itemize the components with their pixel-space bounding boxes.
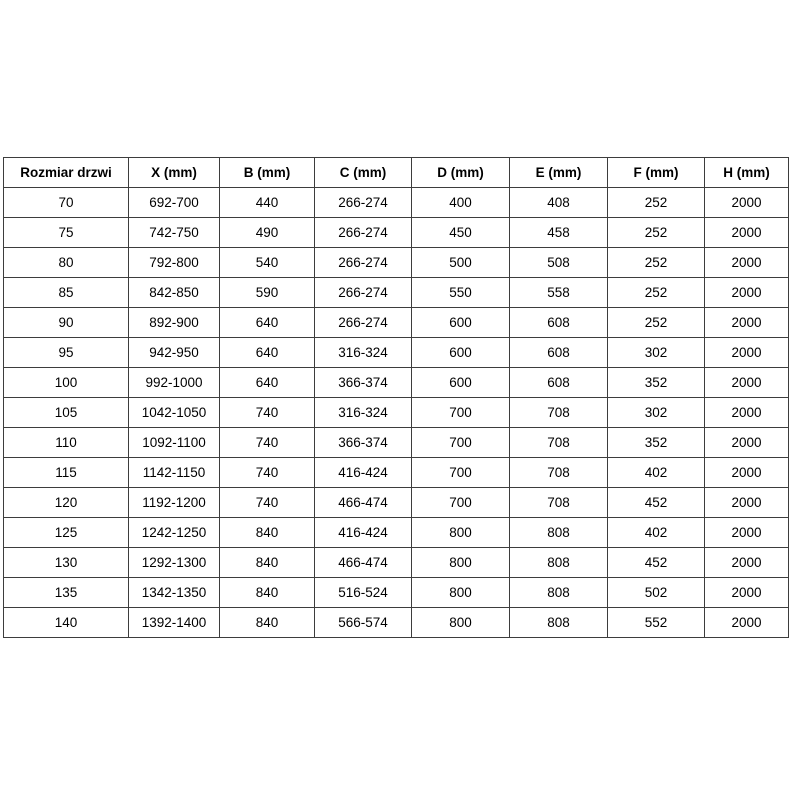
table-cell: 808	[510, 578, 608, 608]
table-cell: 252	[608, 308, 705, 338]
table-cell: 490	[220, 218, 315, 248]
column-header: Rozmiar drzwi	[4, 158, 129, 188]
table-cell: 640	[220, 368, 315, 398]
table-cell: 266-274	[315, 188, 412, 218]
table-cell: 130	[4, 548, 129, 578]
table-cell: 402	[608, 458, 705, 488]
column-header: H (mm)	[705, 158, 789, 188]
table-row	[4, 488, 789, 518]
table-cell: 1242-1250	[129, 518, 220, 548]
table-cell: 90	[4, 308, 129, 338]
table-cell: 316-324	[315, 338, 412, 368]
table-cell: 740	[220, 458, 315, 488]
table-cell: 2000	[705, 428, 789, 458]
table-cell: 1142-1150	[129, 458, 220, 488]
table-cell: 140	[4, 608, 129, 638]
table-cell: 2000	[705, 608, 789, 638]
table-cell: 115	[4, 458, 129, 488]
table-cell: 2000	[705, 278, 789, 308]
table-cell: 2000	[705, 548, 789, 578]
table-cell: 440	[220, 188, 315, 218]
table-row	[4, 278, 789, 308]
table-cell: 840	[220, 608, 315, 638]
table-cell: 2000	[705, 188, 789, 218]
table-cell: 800	[412, 548, 510, 578]
table-cell: 740	[220, 398, 315, 428]
table-cell: 708	[510, 458, 608, 488]
door-size-spec-table	[3, 157, 789, 638]
table-row	[4, 338, 789, 368]
table-cell: 508	[510, 248, 608, 278]
column-header: B (mm)	[220, 158, 315, 188]
table-cell: 105	[4, 398, 129, 428]
table-row	[4, 188, 789, 218]
table-cell: 466-474	[315, 488, 412, 518]
table-cell: 600	[412, 308, 510, 338]
table-cell: 252	[608, 278, 705, 308]
table-cell: 266-274	[315, 248, 412, 278]
table-body	[4, 188, 789, 638]
table-row	[4, 308, 789, 338]
table-cell: 2000	[705, 398, 789, 428]
column-header: E (mm)	[510, 158, 608, 188]
table-cell: 400	[412, 188, 510, 218]
table-row	[4, 518, 789, 548]
column-header: F (mm)	[608, 158, 705, 188]
table-cell: 552	[608, 608, 705, 638]
table-cell: 2000	[705, 458, 789, 488]
table-cell: 640	[220, 338, 315, 368]
table-cell: 640	[220, 308, 315, 338]
table-cell: 458	[510, 218, 608, 248]
table-cell: 500	[412, 248, 510, 278]
table-row	[4, 368, 789, 398]
table-cell: 2000	[705, 368, 789, 398]
table-row	[4, 428, 789, 458]
table-cell: 452	[608, 548, 705, 578]
table-cell: 992-1000	[129, 368, 220, 398]
table-cell: 302	[608, 398, 705, 428]
table-cell: 692-700	[129, 188, 220, 218]
table-cell: 352	[608, 368, 705, 398]
table-cell: 452	[608, 488, 705, 518]
table-row	[4, 398, 789, 428]
table-cell: 252	[608, 248, 705, 278]
table-cell: 402	[608, 518, 705, 548]
table-cell: 366-374	[315, 368, 412, 398]
column-header: C (mm)	[315, 158, 412, 188]
table-cell: 590	[220, 278, 315, 308]
table-cell: 808	[510, 548, 608, 578]
table-row	[4, 218, 789, 248]
table-cell: 700	[412, 398, 510, 428]
table-cell: 742-750	[129, 218, 220, 248]
table-cell: 700	[412, 428, 510, 458]
table-cell: 600	[412, 338, 510, 368]
table-header	[4, 158, 789, 188]
table-cell: 366-374	[315, 428, 412, 458]
table-cell: 80	[4, 248, 129, 278]
table-cell: 70	[4, 188, 129, 218]
table-row	[4, 248, 789, 278]
table-cell: 1092-1100	[129, 428, 220, 458]
column-header: X (mm)	[129, 158, 220, 188]
table-cell: 100	[4, 368, 129, 398]
table-cell: 792-800	[129, 248, 220, 278]
table-cell: 2000	[705, 248, 789, 278]
table-cell: 550	[412, 278, 510, 308]
table-cell: 1292-1300	[129, 548, 220, 578]
table-cell: 466-474	[315, 548, 412, 578]
table-cell: 95	[4, 338, 129, 368]
table-row	[4, 458, 789, 488]
table-row	[4, 578, 789, 608]
table-cell: 840	[220, 518, 315, 548]
table-cell: 2000	[705, 308, 789, 338]
table-cell: 892-900	[129, 308, 220, 338]
table-cell: 266-274	[315, 278, 412, 308]
table-cell: 840	[220, 578, 315, 608]
table-cell: 2000	[705, 488, 789, 518]
table-cell: 808	[510, 608, 608, 638]
table-cell: 2000	[705, 518, 789, 548]
table-cell: 1392-1400	[129, 608, 220, 638]
table-cell: 800	[412, 518, 510, 548]
table-cell: 600	[412, 368, 510, 398]
table-cell: 2000	[705, 578, 789, 608]
table-cell: 942-950	[129, 338, 220, 368]
table-cell: 800	[412, 578, 510, 608]
table-cell: 2000	[705, 338, 789, 368]
table-cell: 800	[412, 608, 510, 638]
table-cell: 120	[4, 488, 129, 518]
table-cell: 85	[4, 278, 129, 308]
table-cell: 566-574	[315, 608, 412, 638]
table-cell: 125	[4, 518, 129, 548]
table-cell: 266-274	[315, 218, 412, 248]
table-cell: 608	[510, 308, 608, 338]
table-cell: 110	[4, 428, 129, 458]
table-cell: 516-524	[315, 578, 412, 608]
table-cell: 408	[510, 188, 608, 218]
table-row	[4, 608, 789, 638]
table-cell: 416-424	[315, 458, 412, 488]
table-cell: 842-850	[129, 278, 220, 308]
table-cell: 266-274	[315, 308, 412, 338]
table-cell: 708	[510, 428, 608, 458]
table-cell: 252	[608, 188, 705, 218]
table-cell: 608	[510, 368, 608, 398]
table-cell: 252	[608, 218, 705, 248]
table-cell: 352	[608, 428, 705, 458]
table-cell: 740	[220, 488, 315, 518]
table-cell: 75	[4, 218, 129, 248]
table-cell: 708	[510, 488, 608, 518]
table-cell: 540	[220, 248, 315, 278]
table-cell: 558	[510, 278, 608, 308]
table-row	[4, 548, 789, 578]
table-cell: 416-424	[315, 518, 412, 548]
table-cell: 2000	[705, 218, 789, 248]
table-cell: 502	[608, 578, 705, 608]
table-cell: 708	[510, 398, 608, 428]
table-cell: 316-324	[315, 398, 412, 428]
table-cell: 1342-1350	[129, 578, 220, 608]
table-cell: 302	[608, 338, 705, 368]
table-cell: 608	[510, 338, 608, 368]
table-cell: 840	[220, 548, 315, 578]
table-cell: 740	[220, 428, 315, 458]
table-cell: 808	[510, 518, 608, 548]
table-cell: 700	[412, 488, 510, 518]
table-header-row	[4, 158, 789, 188]
table-cell: 700	[412, 458, 510, 488]
column-header: D (mm)	[412, 158, 510, 188]
table-cell: 135	[4, 578, 129, 608]
table-cell: 1042-1050	[129, 398, 220, 428]
table-cell: 450	[412, 218, 510, 248]
table-cell: 1192-1200	[129, 488, 220, 518]
